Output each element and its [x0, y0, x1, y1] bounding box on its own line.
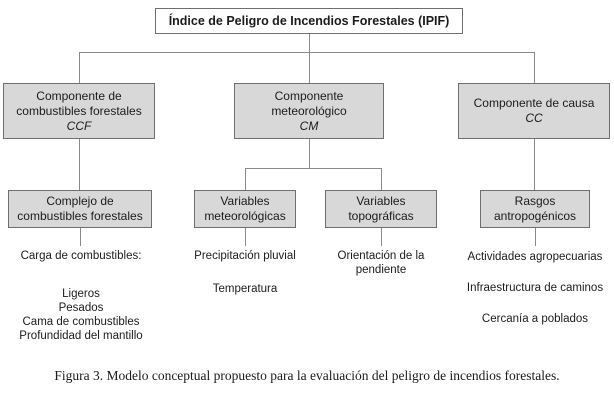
connector-cc-vertical [534, 52, 535, 83]
stub-complejo [80, 228, 81, 246]
detail-item: Pesados [58, 302, 104, 314]
detail-item: Cama de combustibles [22, 316, 140, 328]
detail-item: Cercanía a poblados [481, 313, 589, 325]
component-acronym-ccf: CCF [66, 118, 92, 133]
component-box-cc [458, 83, 610, 139]
root-box-ipif [155, 8, 463, 34]
detail-column-topographic [328, 249, 434, 277]
connector-cm-horizontal [245, 168, 382, 169]
detail-column-fuels [0, 249, 162, 343]
root-title: Índice de Peligro de Incendios Forestales (IPIF) [168, 13, 450, 28]
detail-column-meteorological [184, 249, 306, 296]
subcomponent-label-rasgos: Rasgos antropogénicos [493, 194, 577, 223]
connector-level2-horizontal [79, 52, 535, 53]
figure-caption: Figura 3. Modelo conceptual propuesto para la evaluación del peligro de incendios forestales. [54, 368, 560, 383]
detail-column-anthropogenic [452, 250, 614, 326]
detail-item: Infraestructura de caminos [466, 282, 604, 294]
detail-item: Ligeros [62, 288, 100, 300]
stub-rasgos [535, 228, 536, 246]
connector-cc-to-rasgos [534, 139, 535, 190]
subcomponent-box-complejo [8, 190, 152, 228]
detail-item: Precipitación pluvial [194, 250, 296, 262]
connector-ccf-vertical [79, 52, 80, 83]
connector-variables-topo-vertical [381, 168, 382, 190]
connector-root-vertical [309, 34, 310, 83]
component-box-cm [234, 83, 384, 139]
detail-fuels-list [0, 287, 162, 343]
detail-item: Profundidad del mantillo [19, 330, 143, 342]
component-label-cm: Componente meteorológico [271, 88, 347, 118]
subcomponent-label-variables-meteorologicas: Variables meteorológicas [204, 194, 286, 223]
component-acronym-cc: CC [525, 111, 543, 125]
subcomponent-box-rasgos [480, 190, 590, 228]
component-acronym-cm: CM [299, 118, 319, 133]
subcomponent-box-variables-meteorologicas [194, 190, 296, 228]
subcomponent-label-variables-topograficas: Variables topográficas [348, 194, 414, 223]
component-label-ccf: Componente de combustibles forestales [16, 88, 142, 118]
subcomponent-label-complejo: Complejo de combustibles forestales [17, 194, 143, 223]
detail-item: Temperatura [212, 283, 278, 295]
connector-variables-met-vertical [245, 168, 246, 190]
detail-item: Orientación de la pendiente [337, 250, 425, 276]
detail-item: Actividades agropecuarias [467, 251, 603, 263]
component-label-cc: Componente de causa [473, 96, 595, 110]
stub-variables-meteorologicas [245, 228, 246, 246]
subcomponent-box-variables-topograficas [325, 190, 437, 228]
component-box-ccf [3, 83, 155, 139]
connector-cm-stem [309, 139, 310, 168]
connector-ccf-to-complejo [79, 139, 80, 190]
stub-variables-topograficas [381, 228, 382, 246]
detail-fuels-header: Carga de combustibles: [20, 250, 142, 262]
